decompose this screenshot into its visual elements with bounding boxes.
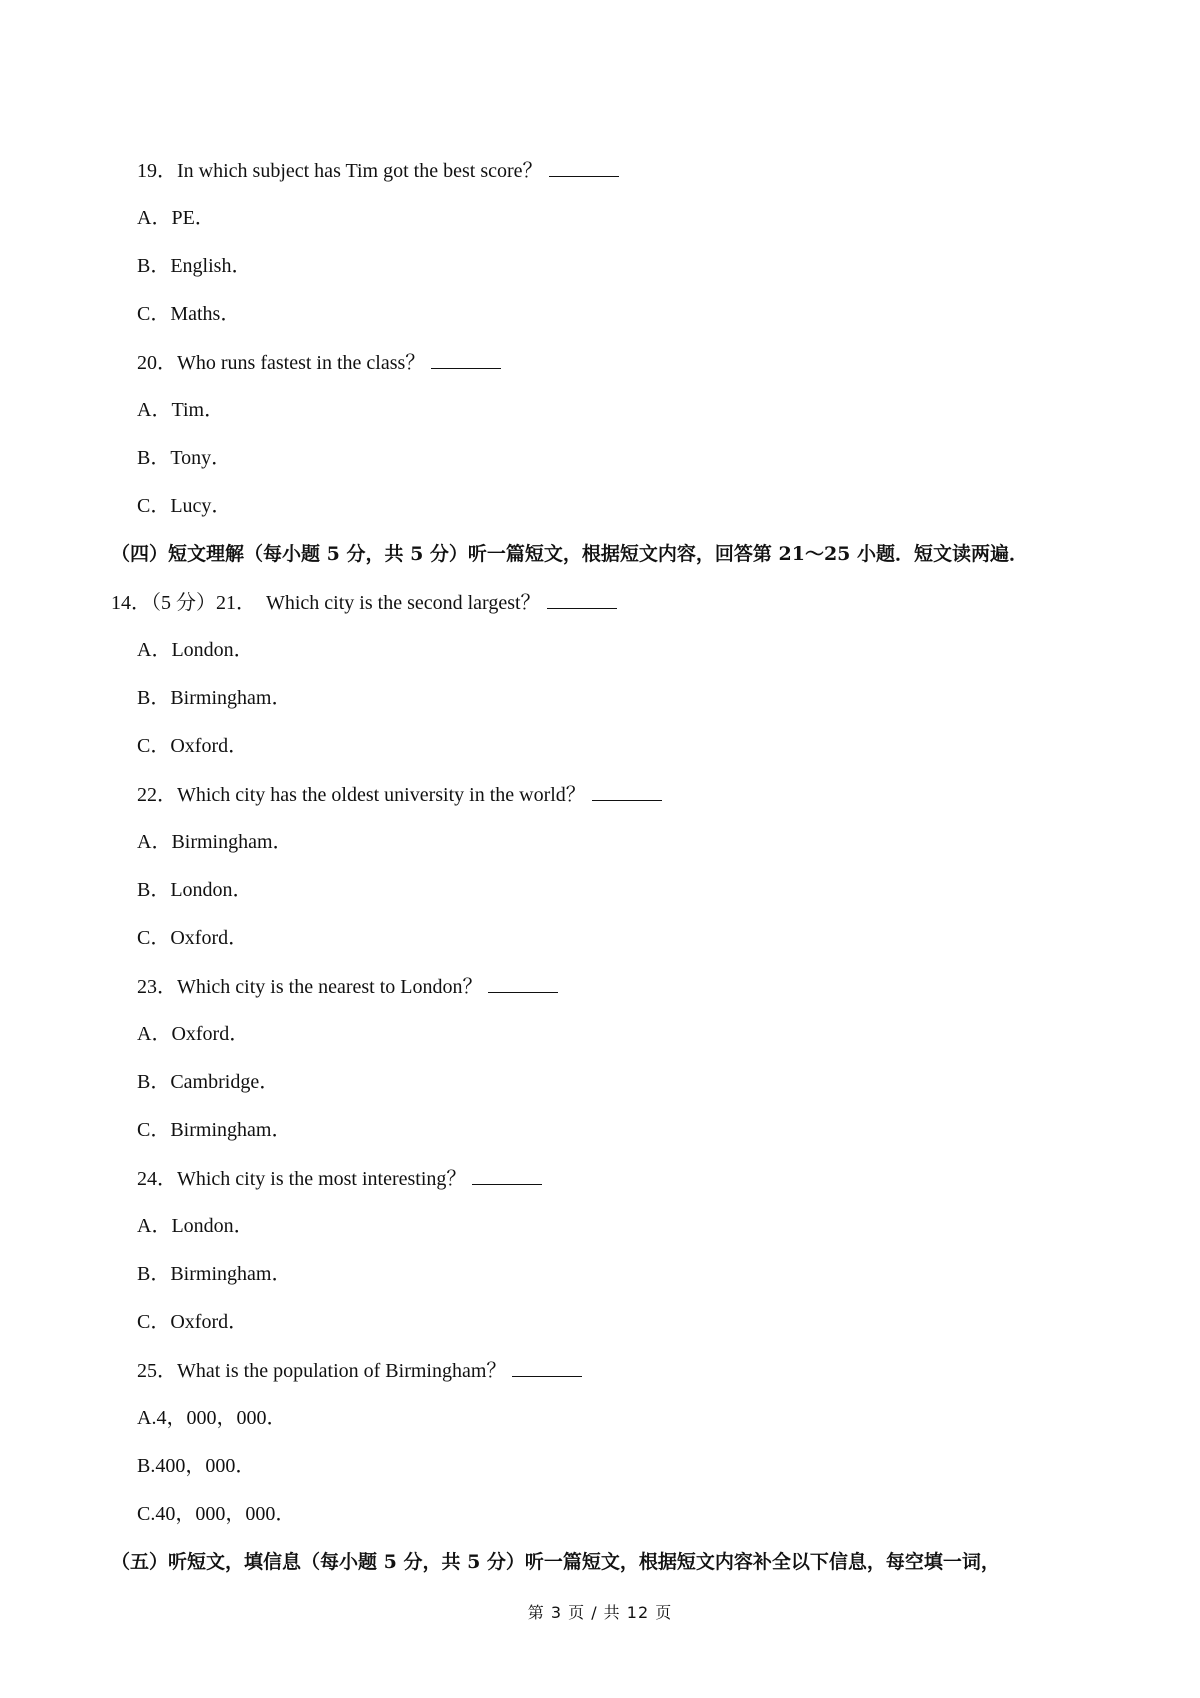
question-text: 20．Who runs fastest in the class？ bbox=[137, 352, 426, 374]
question-22-option-a: A．Birmingham． bbox=[137, 831, 293, 853]
question-20-option-a: A．Tim． bbox=[137, 399, 225, 421]
question-19-option-b: B．English． bbox=[137, 255, 252, 277]
question-20-option-c: C．Lucy． bbox=[137, 495, 232, 517]
answer-blank[interactable] bbox=[549, 158, 619, 177]
question-24-option-a: A．London． bbox=[137, 1215, 254, 1237]
question-25-option-a: A.4，000，000． bbox=[137, 1407, 287, 1429]
answer-blank[interactable] bbox=[488, 974, 558, 993]
question-20-stem bbox=[137, 350, 501, 375]
question-21-option-a: A．London． bbox=[137, 639, 254, 661]
question-21-option-c: C．Oxford． bbox=[137, 735, 249, 757]
question-23-option-c: C．Birmingham． bbox=[137, 1119, 292, 1141]
answer-blank[interactable] bbox=[512, 1358, 582, 1377]
question-24-stem bbox=[137, 1166, 542, 1191]
question-22-option-c: C．Oxford． bbox=[137, 927, 249, 949]
question-24-option-c: C．Oxford． bbox=[137, 1311, 249, 1333]
question-19-option-c: C．Maths． bbox=[137, 303, 241, 325]
section-5-heading: （五）听短文，填信息（每小题 5 分，共 5 分）听一篇短文，根据短文内容补全以下信息，每空填一词， bbox=[111, 1551, 1000, 1573]
question-text: 19．In which subject has Tim got the best score？ bbox=[137, 160, 543, 182]
question-23-option-a: A．Oxford． bbox=[137, 1023, 250, 1045]
question-21-stem bbox=[111, 590, 617, 615]
question-21-option-b: B．Birmingham． bbox=[137, 687, 292, 709]
question-19-stem bbox=[137, 158, 619, 183]
question-19-option-a: A．PE． bbox=[137, 207, 215, 229]
question-25-option-c: C.40，000，000． bbox=[137, 1503, 296, 1525]
question-25-option-b: B.400，000． bbox=[137, 1455, 256, 1477]
question-25-stem bbox=[137, 1358, 582, 1383]
answer-blank[interactable] bbox=[472, 1166, 542, 1185]
question-22-option-b: B．London． bbox=[137, 879, 253, 901]
question-22-stem bbox=[137, 782, 662, 807]
question-24-option-b: B．Birmingham． bbox=[137, 1263, 292, 1285]
question-text: 22．Which city has the oldest university in the world？ bbox=[137, 784, 586, 806]
answer-blank[interactable] bbox=[592, 782, 662, 801]
question-23-option-b: B．Cambridge． bbox=[137, 1071, 280, 1093]
answer-blank[interactable] bbox=[547, 590, 617, 609]
page-footer: 第 3 页 / 共 12 页 bbox=[527, 1603, 673, 1622]
question-text: 25．What is the population of Birmingham？ bbox=[137, 1360, 507, 1382]
question-text: 14．（5 分）21． Which city is the second largest？ bbox=[111, 592, 541, 614]
question-23-stem bbox=[137, 974, 558, 999]
question-text: 23．Which city is the nearest to London？ bbox=[137, 976, 483, 998]
question-text: 24．Which city is the most interesting？ bbox=[137, 1168, 467, 1190]
question-20-option-b: B．Tony． bbox=[137, 447, 232, 469]
section-4-heading: （四）短文理解（每小题 5 分，共 5 分）听一篇短文，根据短文内容，回答第 21～25 小题．短文读两遍． bbox=[111, 543, 1029, 565]
answer-blank[interactable] bbox=[431, 350, 501, 369]
